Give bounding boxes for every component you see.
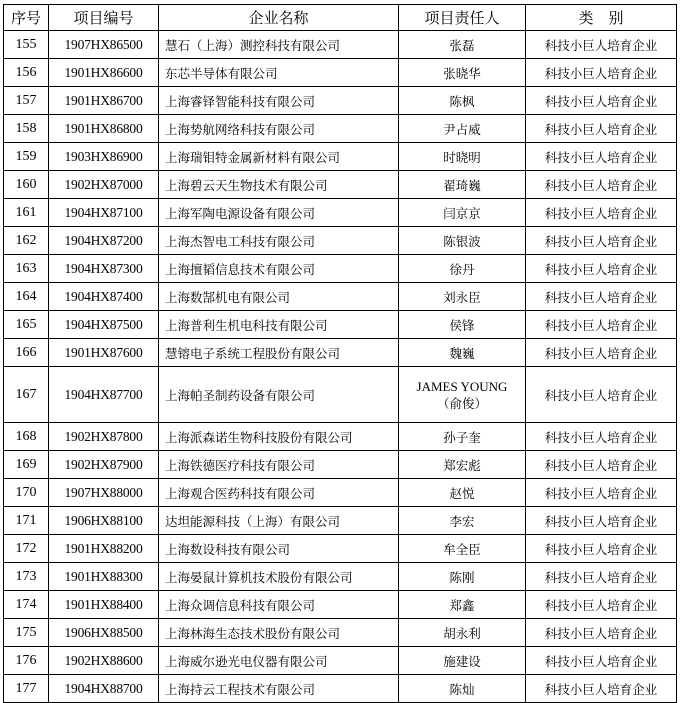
row-person: 张磊: [399, 31, 526, 59]
row-category: 科技小巨人培育企业: [526, 59, 677, 87]
table-row: [4, 311, 677, 339]
row-person-en: JAMES YOUNG: [416, 378, 508, 394]
row-person: 刘永臣: [399, 283, 526, 311]
row-person: 牟全臣: [399, 535, 526, 563]
row-person: 陈枫: [399, 87, 526, 115]
row-code: 1904HX87200: [49, 227, 159, 255]
row-seq: 159: [4, 143, 49, 171]
row-code: 1902HX87800: [49, 423, 159, 451]
row-code: 1906HX88100: [49, 507, 159, 535]
row-company: 上海晏鼠计算机技术股份有限公司: [159, 563, 399, 591]
row-seq: 170: [4, 479, 49, 507]
row-person: 陈银波: [399, 227, 526, 255]
row-code: 1901HX86800: [49, 115, 159, 143]
row-category: 科技小巨人培育企业: [526, 31, 677, 59]
row-person: 孙子奎: [399, 423, 526, 451]
row-company: 上海威尔逊光电仪器有限公司: [159, 647, 399, 675]
row-seq: 169: [4, 451, 49, 479]
row-category: 科技小巨人培育企业: [526, 311, 677, 339]
row-code: 1902HX87900: [49, 451, 159, 479]
row-company: 上海派森诺生物科技股份有限公司: [159, 423, 399, 451]
table-row: [4, 339, 677, 367]
row-company: 上海林海生态技术股份有限公司: [159, 619, 399, 647]
table-row: [4, 199, 677, 227]
row-category: 科技小巨人培育企业: [526, 339, 677, 367]
table-row: [4, 591, 677, 619]
header-code: 项目编号: [49, 5, 159, 31]
row-seq: 175: [4, 619, 49, 647]
row-seq: 160: [4, 171, 49, 199]
table-row: [4, 675, 677, 703]
row-seq: 171: [4, 507, 49, 535]
row-seq: 157: [4, 87, 49, 115]
row-seq: 177: [4, 675, 49, 703]
row-category: 科技小巨人培育企业: [526, 283, 677, 311]
row-company: 达坦能源科技（上海）有限公司: [159, 507, 399, 535]
row-seq: 164: [4, 283, 49, 311]
table-row: [4, 535, 677, 563]
project-table: [3, 4, 677, 703]
table-row: [4, 115, 677, 143]
row-code: 1904HX87100: [49, 199, 159, 227]
row-company: 上海数设科技有限公司: [159, 535, 399, 563]
row-seq: 158: [4, 115, 49, 143]
row-category: 科技小巨人培育企业: [526, 115, 677, 143]
row-code: 1901HX88200: [49, 535, 159, 563]
row-seq: 174: [4, 591, 49, 619]
table-row: [4, 479, 677, 507]
row-company: 上海势航网络科技有限公司: [159, 115, 399, 143]
row-code: 1904HX88700: [49, 675, 159, 703]
table-row: [4, 255, 677, 283]
row-company: 上海军陶电源设备有限公司: [159, 199, 399, 227]
row-code: 1904HX87700: [49, 367, 159, 423]
row-company: 上海铁德医疗科技有限公司: [159, 451, 399, 479]
row-company: 慧石（上海）测控科技有限公司: [159, 31, 399, 59]
row-seq: 176: [4, 647, 49, 675]
table-row: [4, 619, 677, 647]
row-category: 科技小巨人培育企业: [526, 647, 677, 675]
row-company: 上海碧云天生物技术有限公司: [159, 171, 399, 199]
row-category: 科技小巨人培育企业: [526, 479, 677, 507]
row-seq: 162: [4, 227, 49, 255]
row-person: 李宏: [399, 507, 526, 535]
row-category: 科技小巨人培育企业: [526, 367, 677, 423]
row-category: 科技小巨人培育企业: [526, 563, 677, 591]
row-category: 科技小巨人培育企业: [526, 619, 677, 647]
table-row: [4, 143, 677, 171]
row-company: 上海擅韬信息技术有限公司: [159, 255, 399, 283]
table-row: [4, 451, 677, 479]
table-row: [4, 423, 677, 451]
table-row: [4, 507, 677, 535]
row-seq: 167: [4, 367, 49, 423]
row-company: 上海睿铎智能科技有限公司: [159, 87, 399, 115]
row-person: 侯锋: [399, 311, 526, 339]
row-category: 科技小巨人培育企业: [526, 507, 677, 535]
row-person: 魏巍: [399, 339, 526, 367]
table-row: [4, 563, 677, 591]
row-category: 科技小巨人培育企业: [526, 143, 677, 171]
row-person: 陈灿: [399, 675, 526, 703]
row-code: 1904HX87300: [49, 255, 159, 283]
row-seq: 172: [4, 535, 49, 563]
table-row: [4, 367, 677, 423]
row-seq: 156: [4, 59, 49, 87]
header-company: 企业名称: [159, 5, 399, 31]
row-person: 赵悦: [399, 479, 526, 507]
row-company: 上海众调信息科技有限公司: [159, 591, 399, 619]
row-code: 1901HX88300: [49, 563, 159, 591]
table-row: [4, 31, 677, 59]
row-person: 闫京京: [399, 199, 526, 227]
row-code: 1901HX88400: [49, 591, 159, 619]
row-company: 上海观合医药科技有限公司: [159, 479, 399, 507]
row-category: 科技小巨人培育企业: [526, 199, 677, 227]
row-category: 科技小巨人培育企业: [526, 675, 677, 703]
table-row: [4, 647, 677, 675]
row-person: 尹占威: [399, 115, 526, 143]
row-seq: 166: [4, 339, 49, 367]
row-code: 1902HX88600: [49, 647, 159, 675]
row-seq: 161: [4, 199, 49, 227]
row-code: 1901HX86600: [49, 59, 159, 87]
row-person: 陈刚: [399, 563, 526, 591]
row-category: 科技小巨人培育企业: [526, 423, 677, 451]
row-company: 上海帕圣制药设备有限公司: [159, 367, 399, 423]
row-company: 上海杰智电工科技有限公司: [159, 227, 399, 255]
table-row: [4, 59, 677, 87]
row-code: 1904HX87400: [49, 283, 159, 311]
row-person: 徐丹: [399, 255, 526, 283]
row-seq: 155: [4, 31, 49, 59]
table-body: [4, 31, 677, 703]
row-category: 科技小巨人培育企业: [526, 451, 677, 479]
table-row: [4, 227, 677, 255]
row-code: 1907HX86500: [49, 31, 159, 59]
header-row: [4, 5, 677, 31]
row-category: 科技小巨人培育企业: [526, 87, 677, 115]
row-company: 上海瑞钼特金属新材料有限公司: [159, 143, 399, 171]
row-seq: 165: [4, 311, 49, 339]
row-code: 1907HX88000: [49, 479, 159, 507]
row-seq: 163: [4, 255, 49, 283]
row-person: [399, 367, 526, 423]
table-row: [4, 171, 677, 199]
table-row: [4, 87, 677, 115]
row-seq: 173: [4, 563, 49, 591]
row-category: 科技小巨人培育企业: [526, 255, 677, 283]
table-row: [4, 283, 677, 311]
row-code: 1906HX88500: [49, 619, 159, 647]
header-person: 项目责任人: [399, 5, 526, 31]
row-code: 1904HX87500: [49, 311, 159, 339]
row-category: 科技小巨人培育企业: [526, 171, 677, 199]
row-person: 时晓明: [399, 143, 526, 171]
row-company: 东芯半导体有限公司: [159, 59, 399, 87]
row-person-cn: （俞俊）: [436, 395, 487, 411]
row-company: 上海数郜机电有限公司: [159, 283, 399, 311]
row-person: 施建设: [399, 647, 526, 675]
row-code: 1903HX86900: [49, 143, 159, 171]
row-person: 郑鑫: [399, 591, 526, 619]
row-category: 科技小巨人培育企业: [526, 591, 677, 619]
row-company: 慧镕电子系统工程股份有限公司: [159, 339, 399, 367]
row-code: 1901HX87600: [49, 339, 159, 367]
row-seq: 168: [4, 423, 49, 451]
row-category: 科技小巨人培育企业: [526, 535, 677, 563]
row-category: 科技小巨人培育企业: [526, 227, 677, 255]
row-person: 郑宏彪: [399, 451, 526, 479]
row-person: 张晓华: [399, 59, 526, 87]
row-code: 1901HX86700: [49, 87, 159, 115]
header-seq: 序号: [4, 5, 49, 31]
row-code: 1902HX87000: [49, 171, 159, 199]
row-company: 上海普利生机电科技有限公司: [159, 311, 399, 339]
row-person: 胡永利: [399, 619, 526, 647]
header-category: 类 别: [526, 5, 677, 31]
row-company: 上海持云工程技术有限公司: [159, 675, 399, 703]
row-person: 翟琦巍: [399, 171, 526, 199]
